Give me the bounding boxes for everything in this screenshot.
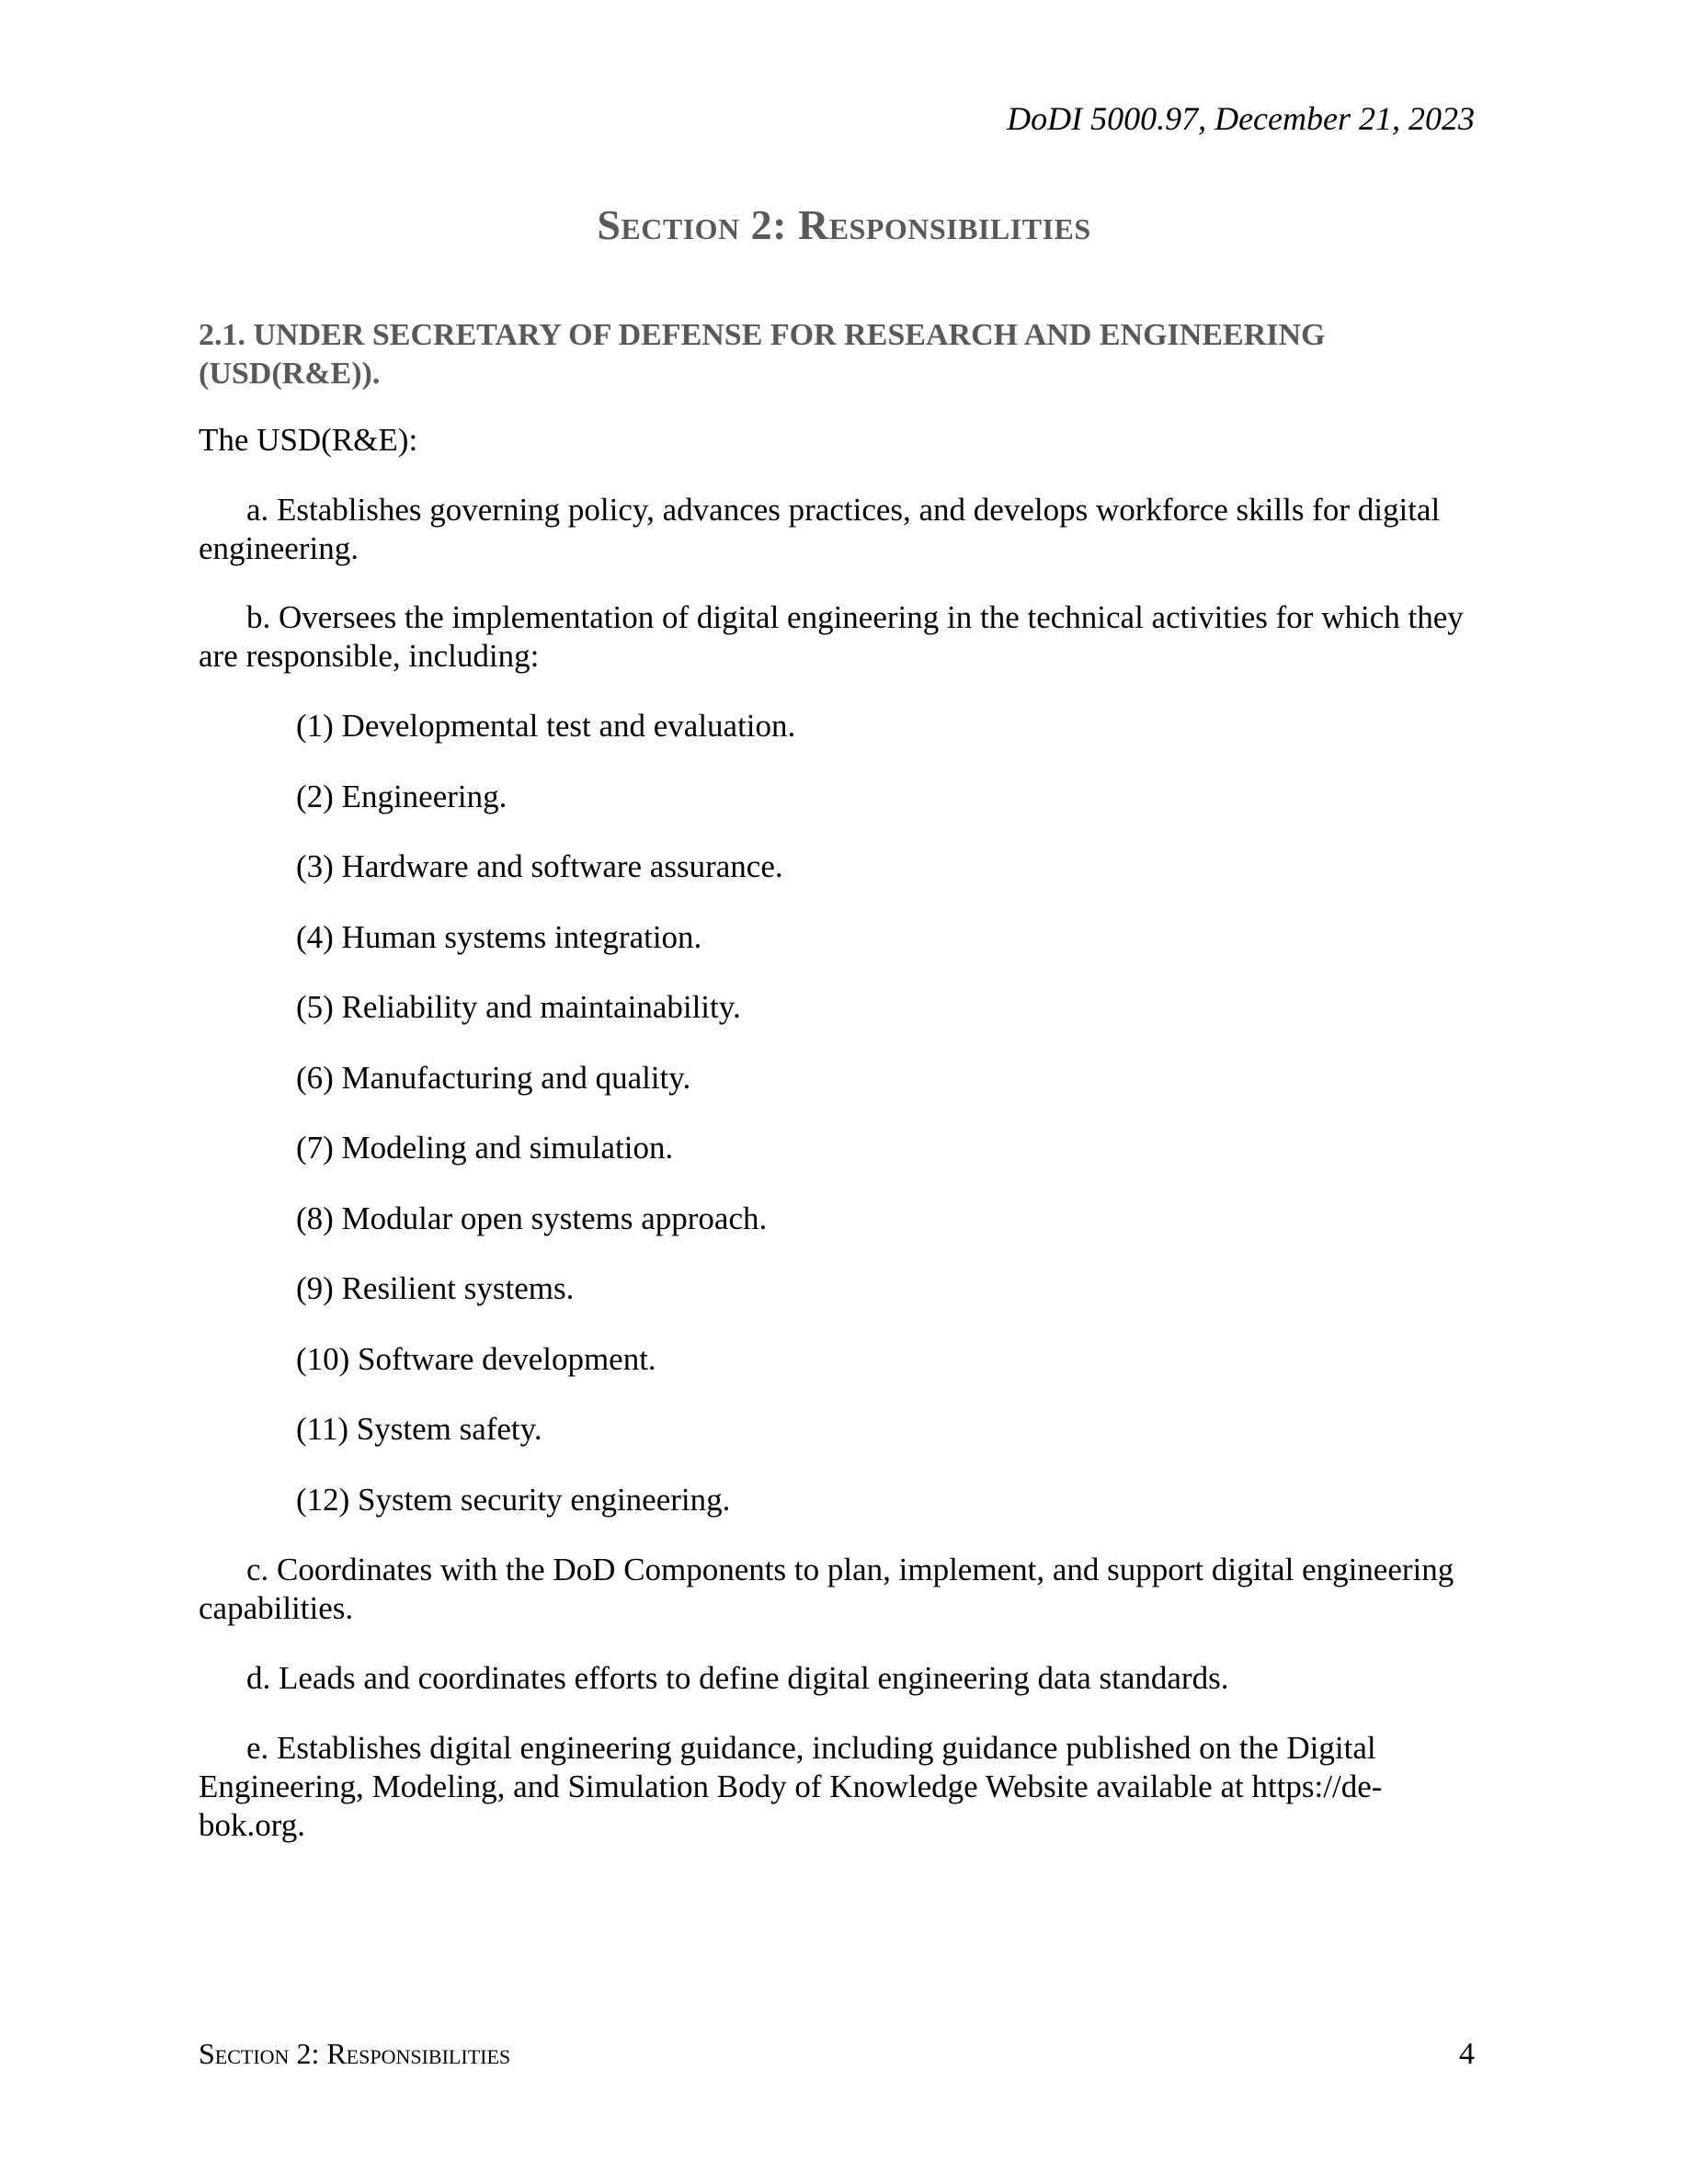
list-item-8: (8) Modular open systems approach.: [296, 1200, 768, 1236]
list-item-10: (10) Software development.: [296, 1341, 656, 1377]
list-item-12: (12) System security engineering.: [296, 1482, 731, 1518]
list-item-1: (1) Developmental test and evaluation.: [296, 708, 796, 744]
section-title: Section 2: Responsibilities: [597, 201, 1091, 248]
list-item-6: (6) Manufacturing and quality.: [296, 1060, 691, 1096]
page-number: 4: [1459, 2037, 1475, 2071]
paragraph-c: c. Coordinates with the DoD Components to plan, implement, and support digital engineering capabilities.: [199, 1552, 1454, 1626]
footer-section-label: Section 2: Responsibilities: [199, 2037, 511, 2070]
subsection-heading: 2.1. UNDER SECRETARY OF DEFENSE FOR RESEARCH AND ENGINEERING (USD(R&E)).: [199, 318, 1326, 391]
paragraph-d: d. Leads and coordinates efforts to define digital engineering data standards.: [246, 1660, 1229, 1696]
list-item-3: (3) Hardware and software assurance.: [296, 848, 783, 884]
list-item-2: (2) Engineering.: [296, 779, 508, 814]
list-item-9: (9) Resilient systems.: [296, 1270, 575, 1306]
paragraph-b: b. Oversees the implementation of digital engineering in the technical activities for which they are responsible, including:: [199, 599, 1464, 674]
list-item-4: (4) Human systems integration.: [296, 919, 702, 955]
list-item-5: (5) Reliability and maintainability.: [296, 989, 741, 1025]
intro-paragraph: The USD(R&E):: [199, 422, 418, 458]
list-item-7: (7) Modeling and simulation.: [296, 1130, 674, 1166]
list-item-11: (11) System safety.: [296, 1411, 542, 1447]
paragraph-e: e. Establishes digital engineering guidance, including guidance published on the Digital Engineering, Modeling, and Simulation Body of Knowledge Website available at https://de-bok.org.: [199, 1730, 1383, 1843]
document-reference: DoDI 5000.97, December 21, 2023: [1007, 100, 1475, 137]
paragraph-a: a. Establishes governing policy, advances practices, and develops workforce skills for digital engineering.: [199, 492, 1441, 566]
